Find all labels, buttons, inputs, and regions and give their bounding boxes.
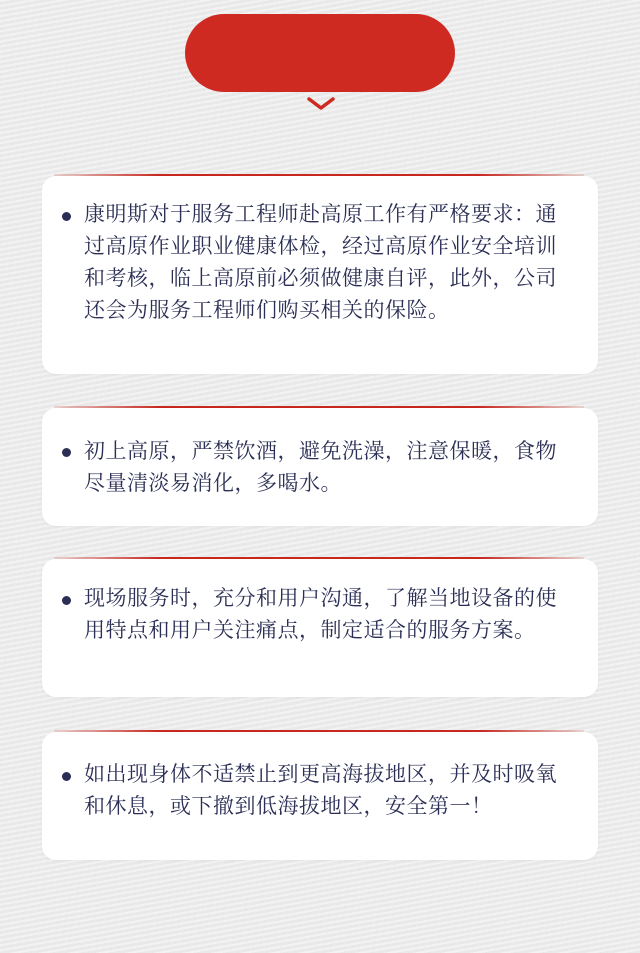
chevron-down-icon [306, 96, 336, 112]
bullet-dot-icon [62, 448, 71, 457]
bullet-dot-icon [62, 596, 71, 605]
header-banner [185, 14, 455, 92]
tip-card [42, 732, 598, 860]
tip-text: 康明斯对于服务工程师赴高原工作有严格要求：通过高原作业职业健康体检，经过高原作业安全培训和考核，临上高原前必须做健康自评，此外，公司还会为服务工程师们购买相关的保险。 [84, 202, 557, 322]
tip-text: 现场服务时，充分和用户沟通，了解当地设备的使用特点和用户关注痛点，制定适合的服务方案。 [84, 586, 557, 642]
tip-text: 如出现身体不适禁止到更高海拔地区，并及时吸氧和休息，或下撤到低海拔地区，安全第一！ [84, 762, 557, 818]
bullet-dot-icon [62, 212, 71, 221]
tip-text: 初上高原，严禁饮酒，避免洗澡，注意保暖，食物尽量清淡易消化，多喝水。 [84, 439, 557, 495]
bullet-dot-icon [62, 772, 71, 781]
tip-card [42, 408, 598, 526]
tip-card [42, 176, 598, 374]
tip-card [42, 559, 598, 697]
